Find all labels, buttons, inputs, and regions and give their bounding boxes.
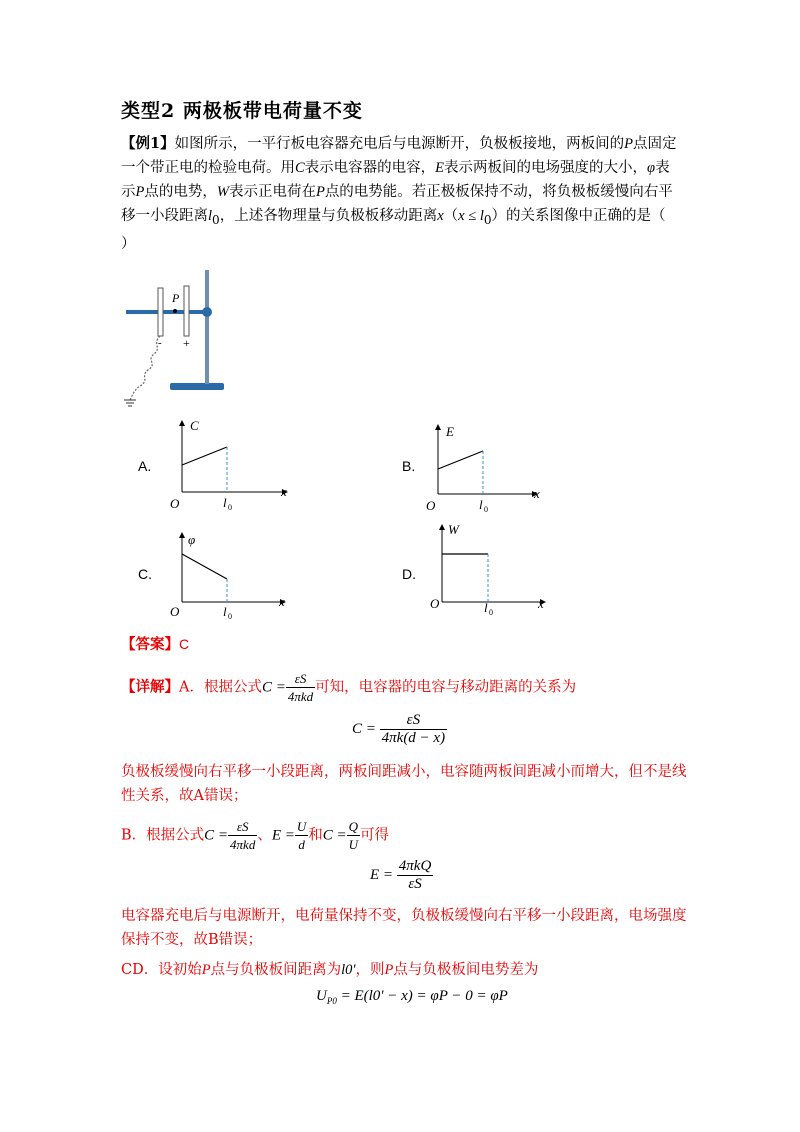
stand-rod: [205, 270, 209, 384]
positive-plate: [184, 286, 189, 336]
option-b-label[interactable]: B.: [402, 458, 416, 474]
answer-line: 【答案】C: [121, 636, 190, 653]
detail-cd-intro: CD．设初始P点与负极板间距离为l0'，则P点与负极板间电势差为: [121, 962, 539, 978]
graph-d[interactable]: [416, 520, 556, 620]
option-d-label[interactable]: D.: [402, 566, 416, 582]
section-title: 类型2 两极板带电荷量不变: [121, 100, 363, 122]
svg-text:l: l: [484, 600, 488, 615]
question-line-3: 示P点的电势，W表示正电荷在P点的电势能。若正极板保持不动，将负极板缓慢向右平: [121, 184, 673, 200]
capacitor-apparatus-figure: [122, 266, 234, 410]
graph-a[interactable]: [160, 416, 290, 512]
svg-text:x: x: [281, 484, 287, 499]
svg-text:C: C: [190, 418, 199, 433]
svg-text:W: W: [448, 522, 459, 537]
question-paragraph: [121, 132, 681, 256]
svg-text:0: 0: [228, 612, 232, 621]
stand-base: [170, 383, 224, 390]
svg-text:l: l: [479, 497, 483, 512]
svg-text:φ: φ: [188, 532, 196, 547]
question-line-4: 移一小段距离$l_0$，上述各物理量与负极板移动距离$x(x \le l_0)$的关系图像中正确的是（: [121, 208, 666, 227]
question-line-5: ）: [121, 235, 136, 252]
svg-text:0: 0: [489, 608, 493, 617]
horizontal-rod: [126, 310, 206, 314]
svg-text:x: x: [534, 486, 540, 501]
point-P-label: P: [172, 291, 180, 305]
formula-capacitance: C = $\frac{\varepsilon S}{4\pi k(d - x)}$: [352, 712, 446, 746]
graph-c-line: [182, 554, 227, 579]
svg-text:O: O: [170, 496, 180, 511]
svg-text:x: x: [279, 594, 285, 609]
detail-b-text: 电容器充电后与电源断开，电荷量保持不变，负极板缓慢向右平移一小段距离，电场强度保持不变，故B错误；: [121, 908, 687, 948]
svg-text:x: x: [538, 596, 544, 611]
minus-sign: -: [158, 337, 162, 349]
svg-text:0: 0: [228, 503, 232, 512]
test-charge: [173, 309, 177, 313]
svg-text:0: 0: [484, 505, 488, 514]
graph-a-line: [182, 447, 227, 465]
detail-a-text: 负极板缓慢向右平移一小段距离，两板间距减小，电容随两板间距减小而增大，但不是线性关系，故A错误；: [121, 764, 687, 804]
graph-b[interactable]: [416, 420, 546, 516]
formula-field: E = $\frac{\text{4πkQ}}{\varepsilon S}$: [370, 858, 432, 892]
ground-wire: [130, 336, 160, 400]
negative-plate: [158, 288, 163, 336]
option-c-label[interactable]: C.: [138, 566, 152, 582]
option-a-label[interactable]: A.: [138, 458, 152, 474]
svg-text:E: E: [446, 424, 454, 439]
question-line-1: 【例1】如图所示，一平行板电容器充电后与电源断开，负极板接地，两板间的P点固定: [121, 135, 677, 152]
graph-b-line: [438, 451, 483, 469]
detail-b-intro: B．根据公式C = $\frac{\varepsilon S}{\text{4πkd}}$ 、E = $\frac{U}{d}$ 和C = $\frac{Q}{U}$ 可得: [121, 819, 390, 852]
answer-value: C: [179, 636, 190, 652]
question-line-2: 一个带正电的检验电荷。用C表示电容器的电容，E表示两板间的电场强度的大小，φ表: [121, 160, 670, 176]
svg-text:l: l: [223, 495, 227, 510]
svg-text:l: l: [223, 604, 227, 619]
svg-text:O: O: [430, 596, 440, 611]
detail-a-intro: 【详解】A．根据公式C = $\frac{\varepsilon S}{\text{4πkd}}$ 可知，电容器的电容与移动距离的关系为: [121, 671, 577, 704]
formula-potential-difference: $U_{P0} = E(l0' - x) = \varphi P - 0 = \varphi P$: [316, 988, 508, 1006]
svg-text:O: O: [170, 604, 180, 619]
example-tag: 【例1】: [121, 135, 175, 152]
graph-c[interactable]: [160, 528, 290, 624]
svg-text:O: O: [426, 498, 436, 513]
clamp: [202, 307, 212, 317]
plus-sign: +: [183, 336, 190, 350]
